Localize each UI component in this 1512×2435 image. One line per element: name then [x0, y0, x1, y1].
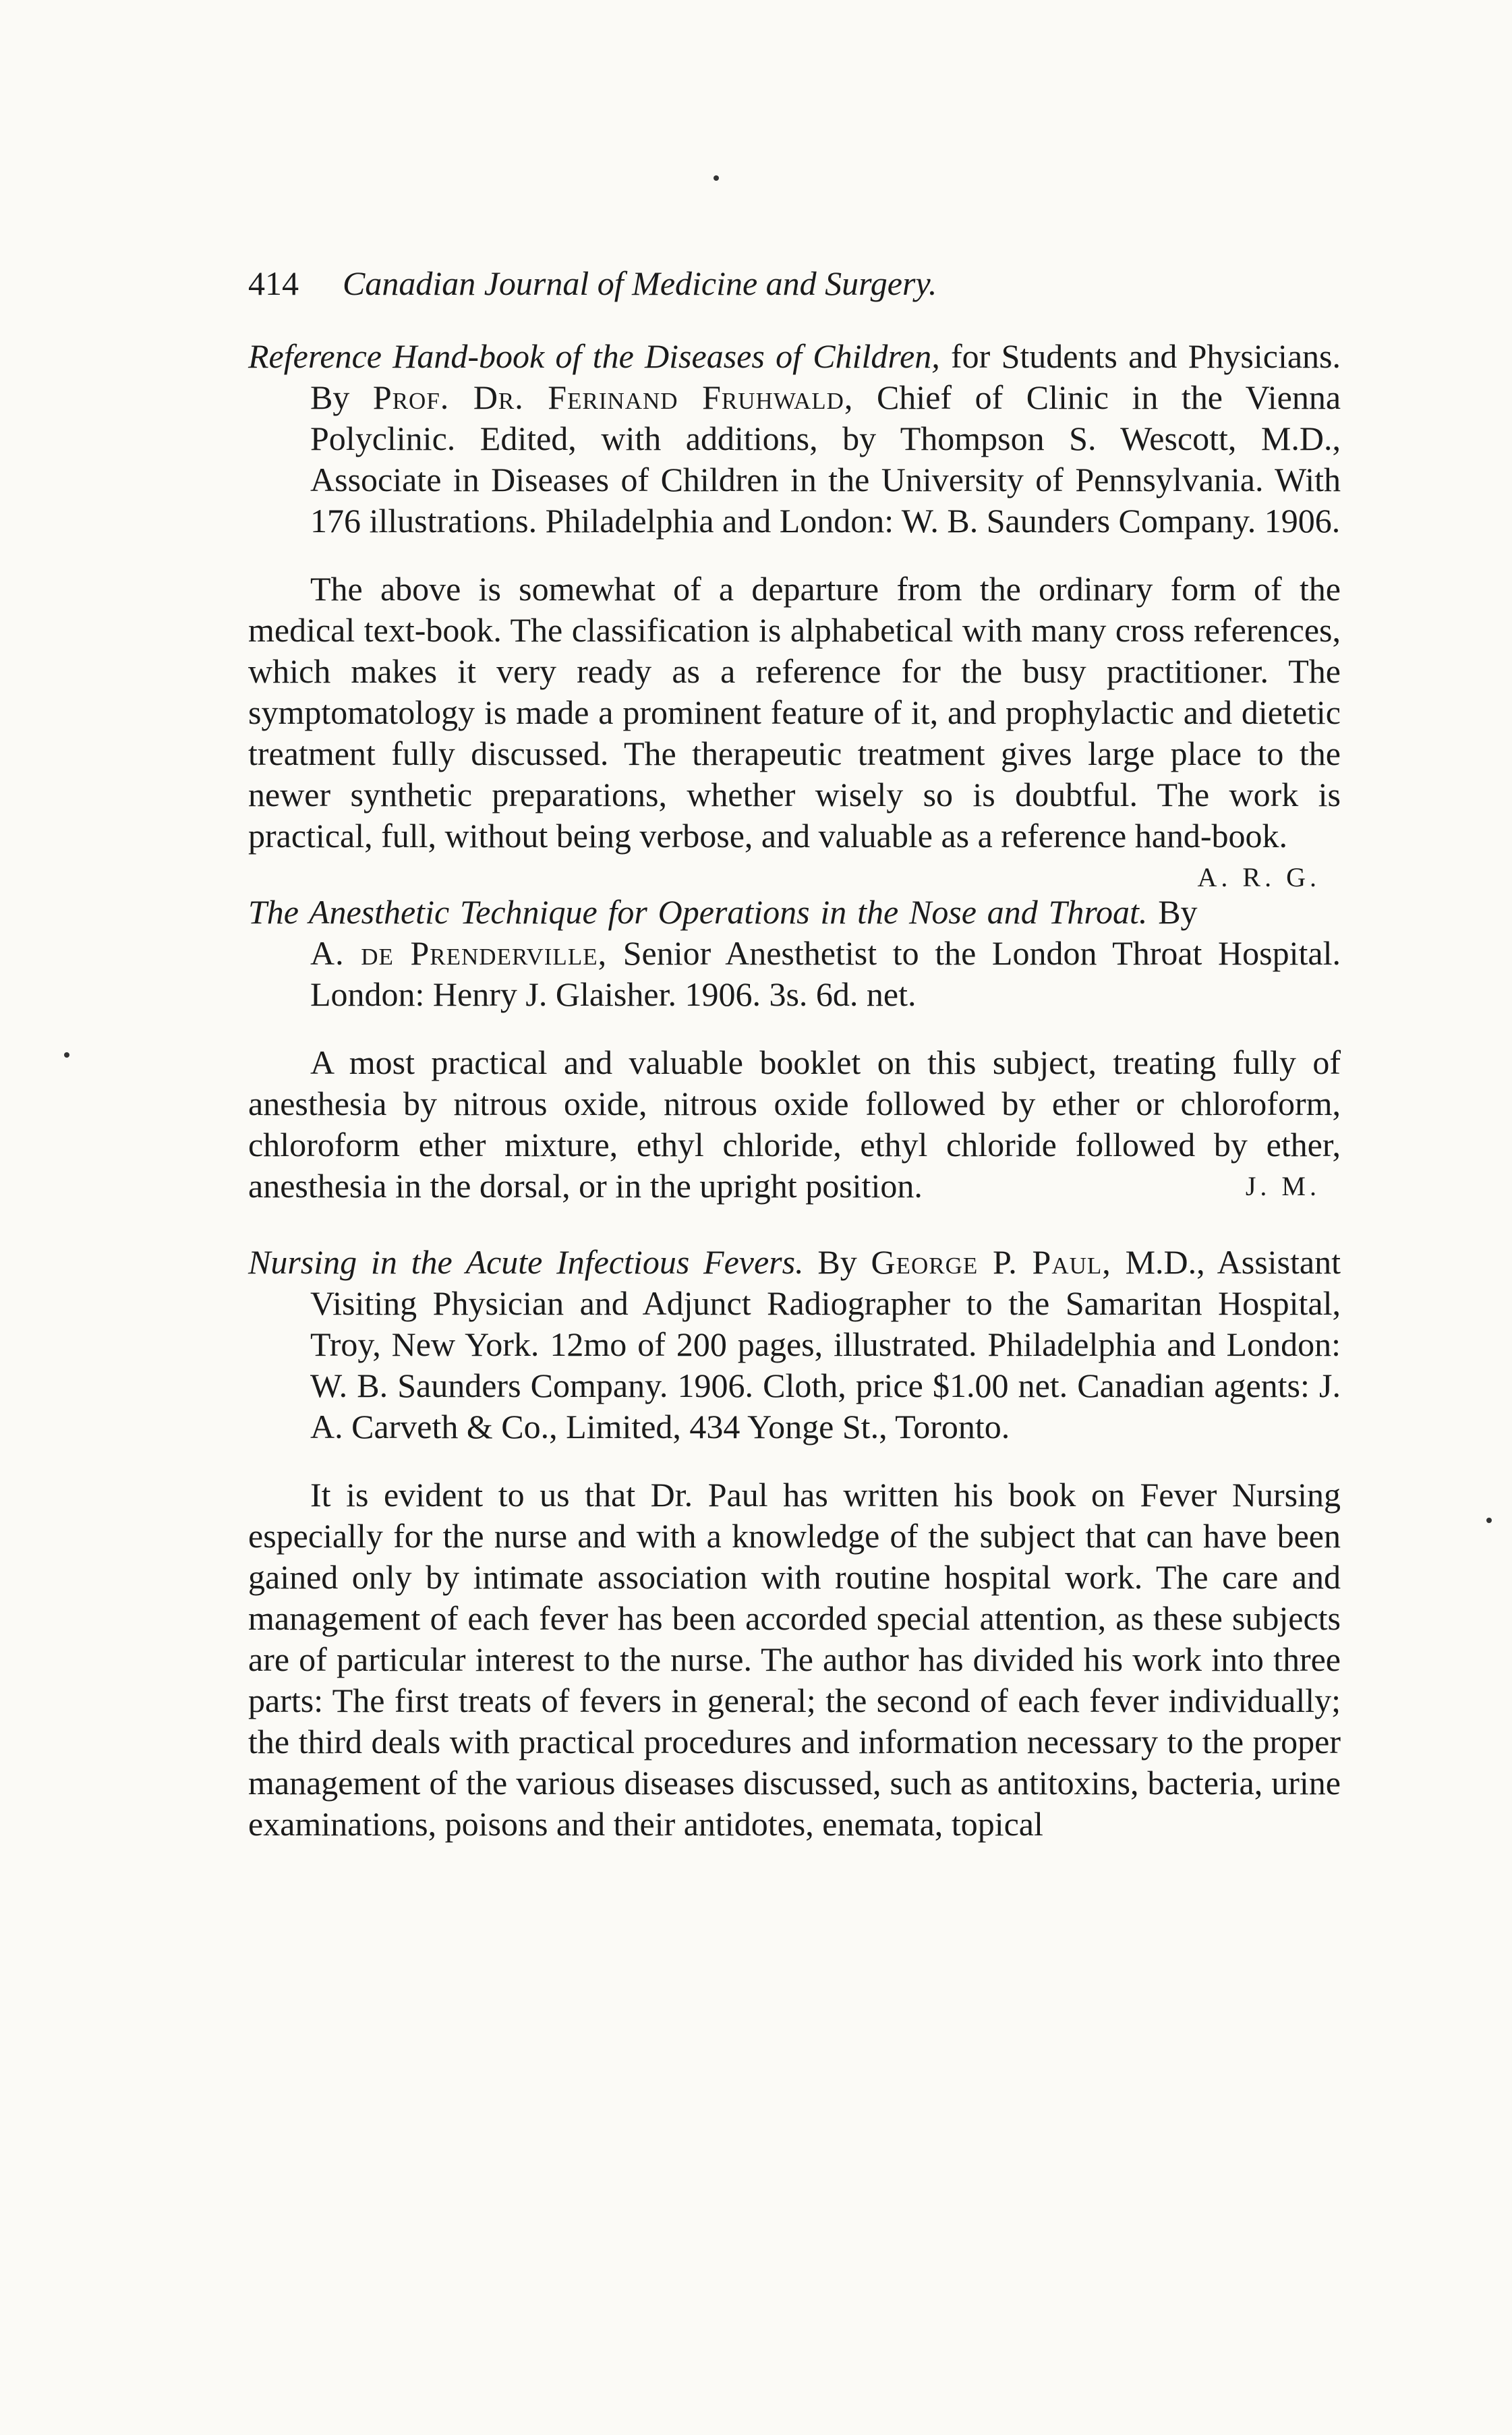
citation-details: M.D., Assistant Visiting Physician and Adjunct Radiographer to the Samaritan Hospital, Troy, New York. 12mo of 200 pages, illustrated. Philadelphia and London: W. B. Saunders Company. 1906. Cloth, price $1.00 net. Canadian agents: J. A. Carveth & Co., Limited, 434 Yonge St., Toronto. — [310, 1243, 1341, 1445]
book-title: Reference Hand-book of the Diseases of Children, — [248, 337, 940, 375]
review-entry-nursing — [248, 1242, 1341, 1845]
author-prefix: By — [817, 1243, 857, 1281]
book-citation — [248, 892, 1341, 1015]
book-citation — [248, 336, 1341, 542]
scan-speck — [1486, 1518, 1492, 1523]
journal-title: Canadian Journal of Medicine and Surgery. — [343, 264, 937, 302]
citation-details: Chief of Clinic in the Vienna Polyclinic. Edited, with additions, by Thompson S. Wescott, M.D., Associate in Diseases of Children in the University of Pennsylvania. With 176 illustrations. Philadelphia and London: W. B. Saunders Company. 1906. — [310, 378, 1341, 540]
book-title: The Anesthetic Technique for Operations in the Nose and Throat. — [248, 893, 1148, 931]
citation-details: Senior Anesthetist to the London Throat Hospital. London: Henry J. Glaisher. 1906. 3s. 6d. net. — [310, 934, 1341, 1013]
review-text — [248, 1474, 1341, 1845]
page-number: 414 — [248, 264, 299, 302]
book-citation — [248, 1242, 1341, 1448]
book-author: Prof. Dr. Ferinand Fruhwald, — [372, 378, 854, 416]
author-prefix: for Students and Physicians. By — [310, 337, 1341, 416]
journal-page — [248, 263, 1341, 1880]
reviewer-initials: A. R. G. — [1197, 862, 1320, 892]
review-body: The above is somewhat of a departure from the ordinary form of the medical text-book. The classification is alphabetical with many cross references, which makes it very ready as a reference for the busy practitioner. The symptomatology is made a prominent feature of it, and prophylactic and dietetic treatment fully discussed. The therapeutic treatment gives large place to the newer synthetic preparations, whether wisely so is doubtful. The work is practical, full, without being verbose, and valuable as a reference hand-book. — [248, 570, 1341, 855]
review-body: It is evident to us that Dr. Paul has written his book on Fever Nursing especially for the nurse and with a knowledge of the subject that can have been gained only by intimate association with routine hospital work. The care and management of each fever has been accorded special attention, as these subjects are of particular interest to the nurse. The author has divided his work into three parts: The first treats of fevers in general; the second of each fever individually; the third deals with practical procedures and information necessary to the proper management of the various diseases discussed, such as antitoxins, bacteria, urine examinations, poisons and their antidotes, enemata, topical — [248, 1476, 1341, 1843]
book-title: Nursing in the Acute Infectious Fevers. — [248, 1243, 804, 1281]
book-author: A. de Prendervil​le, — [310, 934, 608, 972]
author-prefix: By — [1158, 893, 1198, 931]
review-text — [248, 569, 1341, 892]
review-entry-children — [248, 336, 1341, 892]
running-head — [248, 263, 1341, 304]
review-entry-anesthetic — [248, 892, 1341, 1207]
review-body: A most practical and valuable booklet on this subject, treating fully of anesthesia by nitrous oxide, nitrous oxide followed by ether or chloroform, chloroform ether mixture, ethyl chloride, ethyl chloride followed by ether, anesthesia in the dorsal, or in the upright position. — [248, 1043, 1341, 1205]
reviewer-initials: J. M. — [1245, 1171, 1320, 1201]
scan-speck — [64, 1052, 69, 1058]
scan-speck — [714, 175, 719, 181]
book-author: George P. Paul, — [871, 1243, 1111, 1281]
review-text — [248, 1042, 1341, 1207]
